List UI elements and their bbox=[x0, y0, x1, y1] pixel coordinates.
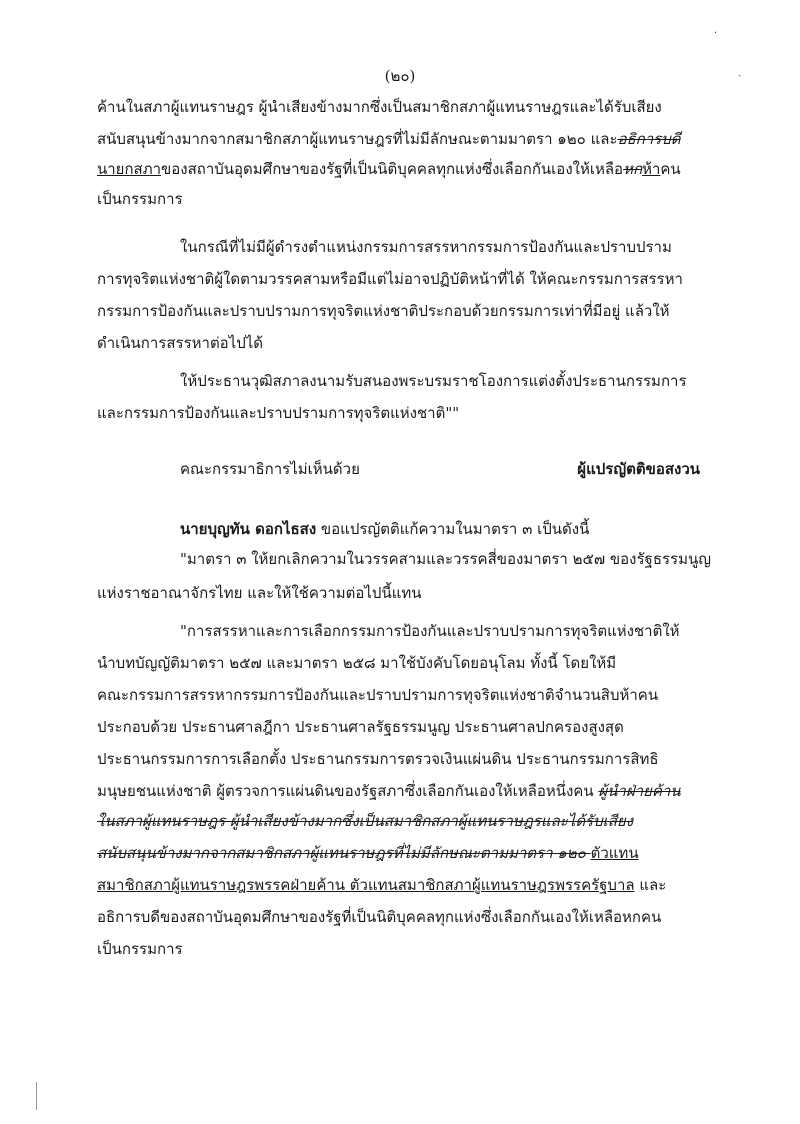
struck-rector-text: อธิการบดี bbox=[617, 130, 681, 148]
para1-line4: เป็นกรรมการ bbox=[97, 190, 183, 208]
para1-line3-end: คน bbox=[660, 160, 681, 178]
amend-q2-line3: คณะกรรมการสรรหากรรมการป้องกันและปราบปรามการทุจริตแห่งชาติจำนวนสิบห้าคน bbox=[97, 686, 659, 704]
amend-q1-line2: แห่งราชอาณาจักรไทย และให้ใช้ความต่อไปนี้แทน bbox=[97, 584, 422, 602]
committee-disagree-text: คณะกรรมาธิการไม่เห็นด้วย bbox=[180, 460, 360, 478]
amend-q2-line2: นำบทบัญญัติมาตรา ๒๕๗ และมาตรา ๒๕๘ มาใช้บังคับโดยอนุโลม ทั้งนี้ โดยให้มี bbox=[97, 654, 617, 672]
para1-line3 bbox=[97, 158, 707, 180]
scan-edge-mark bbox=[36, 1082, 37, 1110]
struck-majority-support-text: สนับสนุนข้างมากจากสมาชิกสภาผู้แทนราษฎรที่ไม่มีลักษณะตามมาตรา ๑๒๐ bbox=[97, 844, 591, 862]
para3-line1: ให้ประธานวุฒิสภาลงนามรับสนองพระบรมราชโองการแต่งตั้งประธานกรรมการ bbox=[180, 372, 687, 390]
inserted-council-president: นายกสภา bbox=[97, 160, 162, 178]
inserted-representative-text: ตัวแทน bbox=[590, 844, 639, 862]
corner-tick-mark: ˏ bbox=[738, 66, 742, 77]
para2-line4: ดำเนินการสรรหาต่อไปได้ bbox=[97, 334, 264, 352]
amend-q2-line10: อธิการบดีของสถาบันอุดมศึกษาของรัฐที่เป็นนิติบุคคลทุกแห่งซึ่งเลือกกันเองให้เหลือหกคน bbox=[97, 908, 662, 926]
amend-q2-line9-end: และ bbox=[634, 876, 667, 894]
amend-q2-line11: เป็นกรรมการ bbox=[97, 940, 183, 958]
amendment-reserve-text: ผู้แปรญัตติขอสงวน bbox=[577, 460, 700, 478]
para2-line1: ในกรณีที่ไม่มีผู้ดำรงตำแหน่งกรรมการสรรหากรรมการป้องกันและปราบปราม bbox=[180, 238, 672, 256]
page-number: (๒๐) bbox=[384, 67, 416, 85]
amend-q2-line1: "การสรรหาและการเลือกกรรมการป้องกันและปราบปรามการทุจริตแห่งชาติให้ bbox=[180, 622, 680, 640]
amend-q2-line8 bbox=[97, 842, 707, 864]
para1-line1: ค้านในสภาผู้แทนราษฎร ผู้นำเสียงข้างมากซึ่งเป็นสมาชิกสภาผู้แทนราษฎรและได้รับเสียง bbox=[97, 98, 662, 116]
para1-line2 bbox=[97, 128, 707, 150]
struck-six-text: หก bbox=[623, 160, 643, 178]
amend-q2-line7-struck: ในสภาผู้แทนราษฎร ผู้นำเสียงข้างมากซึ่งเป็นสมาชิกสภาผู้แทนราษฎรและได้รับเสียง bbox=[97, 812, 634, 830]
committee-row bbox=[180, 458, 700, 480]
inserted-party-representatives: สมาชิกสภาผู้แทนราษฎรพรรคฝ่ายค้าน ตัวแทนสมาชิกสภาผู้แทนราษฎรพรรครัฐบาล bbox=[97, 876, 635, 894]
amend-q2-line5: ประธานกรรมการการเลือกตั้ง ประธานกรรมการตรวจเงินแผ่นดิน ประธานกรรมการสิทธิ bbox=[97, 750, 659, 768]
amendment-intro-text: ขอแปรญัตติแก้ความในมาตรา ๓ เป็นดังนี้ bbox=[316, 520, 590, 538]
para2-line2: การทุจริตแห่งชาติผู้ใดตามวรรคสามหรือมีแต่ไม่อาจปฏิบัติหน้าที่ได้ ให้คณะกรรมการสรรหา bbox=[97, 270, 683, 288]
amend-q2-line4: ประกอบด้วย ประธานศาลฎีกา ประธานศาลรัฐธรรมนูญ ประธานศาลปกครองสูงสุด bbox=[97, 718, 624, 736]
para3-line2: และกรรมการป้องกันและปราบปรามการทุจริตแห่งชาติ"" bbox=[97, 404, 460, 422]
inserted-five-text: ห้า bbox=[642, 160, 661, 178]
para1-line2-text: สนับสนุนข้างมากจากสมาชิกสภาผู้แทนราษฎรที่ไม่มีลักษณะตามมาตรา ๑๒๐ และ bbox=[97, 130, 618, 148]
corner-dot-mark: · bbox=[714, 28, 718, 39]
struck-opposition-leader: ผู้นำฝ่ายค้าน bbox=[598, 782, 681, 800]
amendment-mover-name: นายบุญทัน ดอกไธสง bbox=[180, 520, 317, 538]
para2-line3: กรรมการป้องกันและปราบปรามการทุจริตแห่งชาติประกอบด้วยกรรมการเท่าที่มีอยู่ แล้วให้ bbox=[97, 302, 670, 320]
amend-q2-line6 bbox=[97, 780, 707, 802]
amend-q1-line1: "มาตรา ๓ ให้ยกเลิกความในวรรคสามและวรรคสี่ของมาตรา ๒๕๗ ของรัฐธรรมนูญ bbox=[180, 550, 712, 568]
amend-q2-line6-text: มนุษยชนแห่งชาติ ผู้ตรวจการแผ่นดินของรัฐสภาซึ่งเลือกกันเองให้เหลือหนึ่งคน bbox=[97, 782, 599, 800]
amendment-intro bbox=[180, 518, 790, 540]
amend-q2-line9 bbox=[97, 874, 707, 896]
para1-line3-text: ของสถาบันอุดมศึกษาของรัฐที่เป็นนิติบุคคลทุกแห่งซึ่งเลือกกันเองให้เหลือ bbox=[161, 160, 624, 178]
